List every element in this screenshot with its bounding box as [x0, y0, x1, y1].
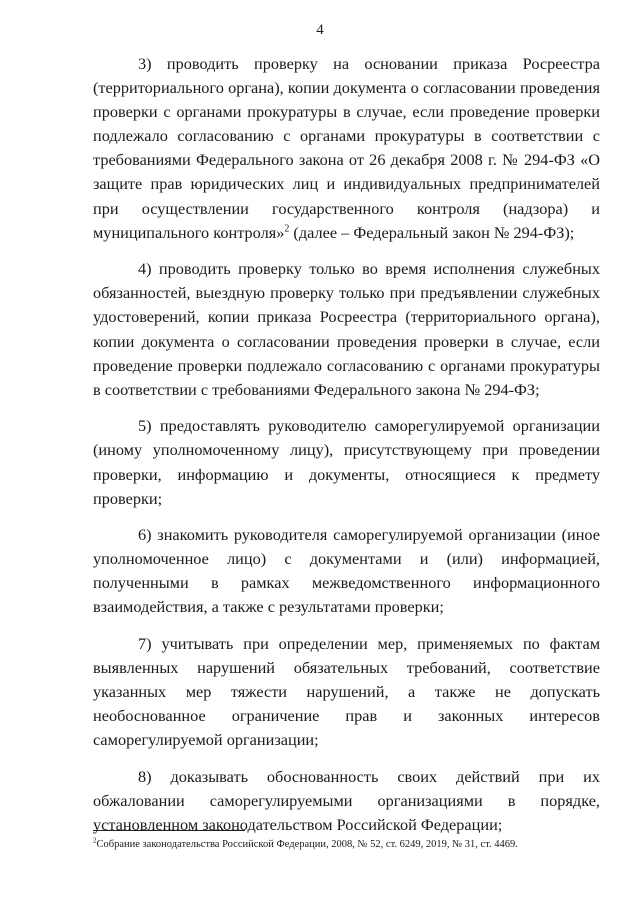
- footnote-marker: 2: [93, 836, 97, 845]
- footnote-reference: 2: [284, 223, 290, 235]
- paragraph-text: 3) проводить проверку на основании приказа Росреестра (территориального органа), копии документа о согласовании проведения проверки с органами прокуратуры в случае, если проведение проверки подлежало согласованию с органами прокуратуры в соответствии с требованиями Федерального закона от 26 декабря 2008 г. № 294-ФЗ «О защите прав юридических лиц и индивидуальных предпринимателей при осуществлении государственного контроля (надзора) и муниципального контроля»: [93, 54, 600, 242]
- paragraph-item-3: [93, 52, 600, 245]
- paragraph-item-6: 6) знакомить руководителя саморегулируемой организации (иное уполномоченное лицо) с документами и (или) информацией, полученными в рамках межведомственного информационного взаимодействия, а также с результатами проверки;: [93, 525, 600, 617]
- paragraph-item-7: 7) учитывать при определении мер, применяемых по фактам выявленных нарушений обязательных требований, соответствие указанных мер тяжести нарушений, а также не допускать необоснованное ограничение прав и законных интересов саморегулируемой организации;: [93, 634, 600, 750]
- paragraph-item-8: 8) доказывать обоснованность своих действий при их обжаловании саморегулируемыми организациями в порядке, установленном законодательством Российской Федерации;: [93, 767, 600, 835]
- footnote-divider: [93, 830, 245, 831]
- footnote-text: Собрание законодательства Российской Федерации, 2008, № 52, ст. 6249, 2019, № 31, ст. 4469.: [96, 839, 518, 850]
- paragraph-item-5: 5) предоставлять руководителю саморегулируемой организации (иному уполномоченному лицу), присутствующему при проведении проверки, информацию и документы, относящиеся к предмету проверки;: [93, 416, 600, 508]
- paragraph-item-4: 4) проводить проверку только во время исполнения служебных обязанностей, выездную проверку только при предъявлении служебных удостоверений, копии приказа Росреестра (территориального органа), копии документа о согласовании проведения проверки в случае, если проведение проверки подлежало согласованию с органами прокуратуры в соответствии с требованиями Федерального закона № 294-ФЗ;: [93, 259, 600, 399]
- paragraph-text: (далее – Федеральный закон № 294-ФЗ);: [289, 222, 575, 242]
- page-number: 4: [316, 22, 324, 38]
- footnote: [93, 838, 603, 852]
- body-text: [93, 52, 600, 850]
